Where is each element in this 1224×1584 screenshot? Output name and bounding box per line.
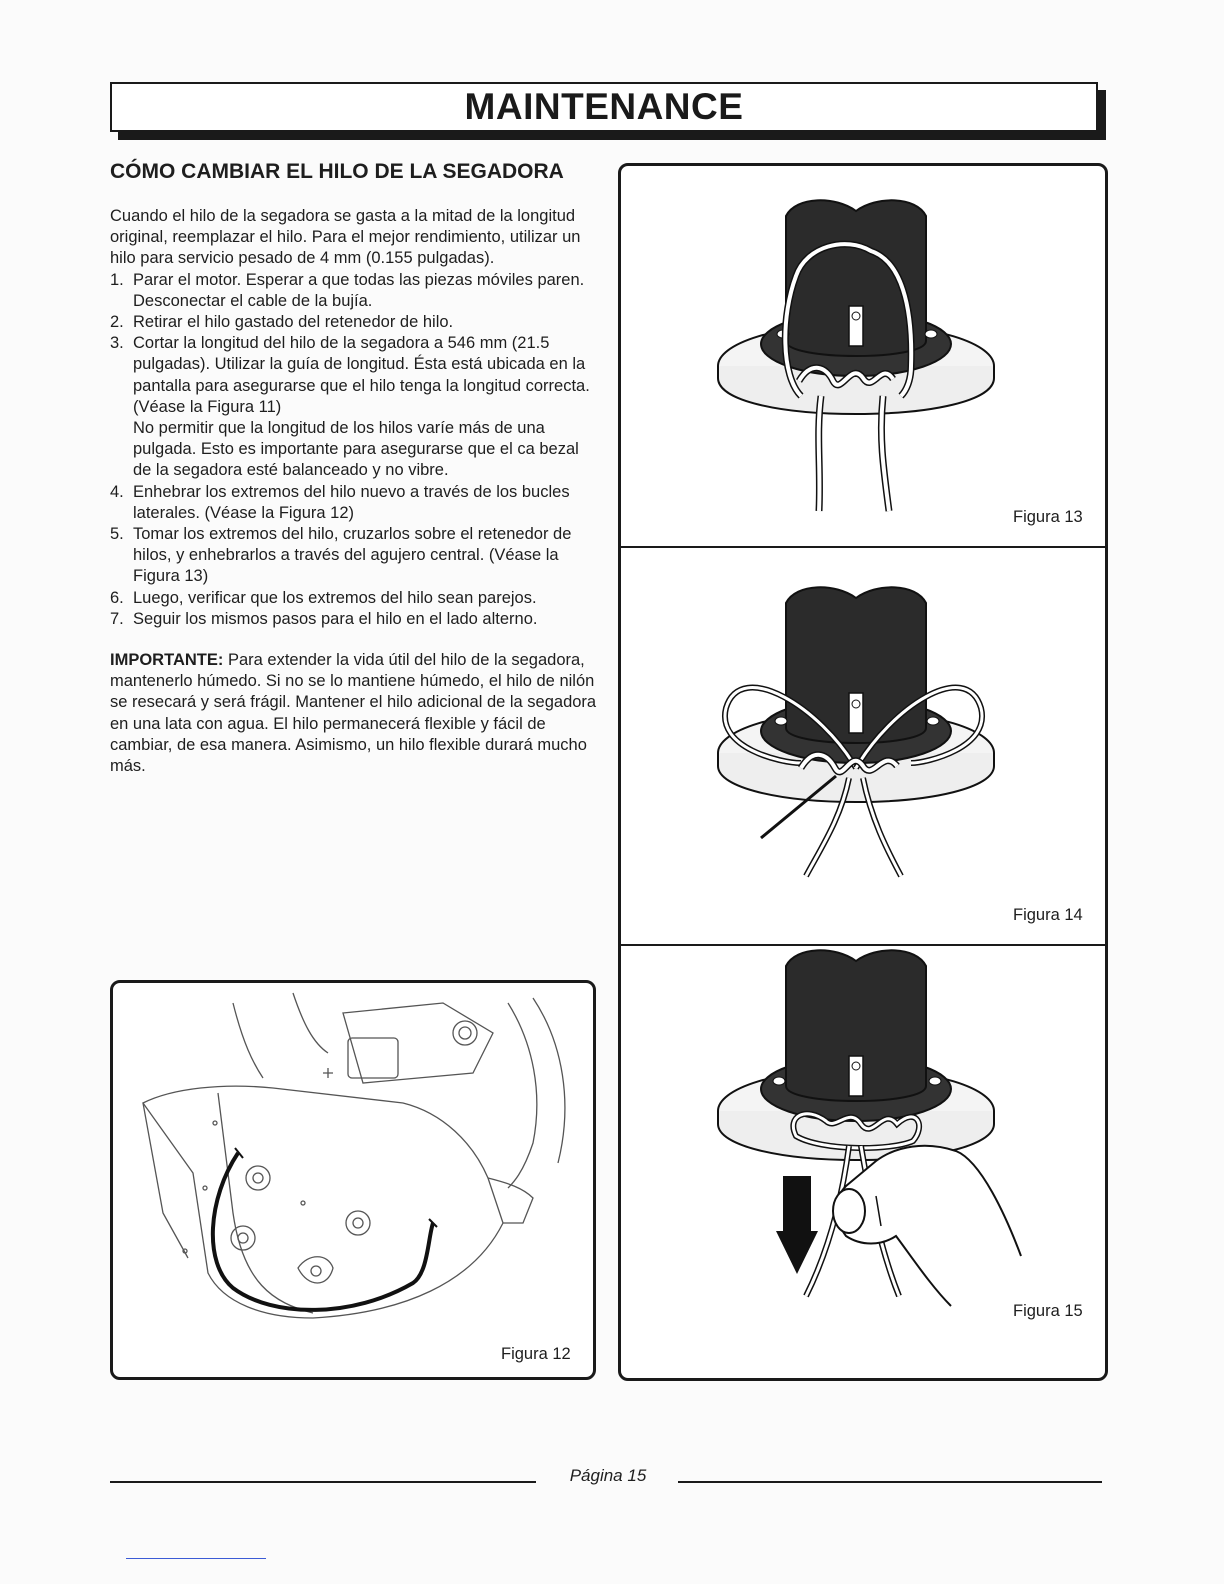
step-text: Luego, verificar que los extremos del hilo sean parejos. <box>133 588 537 607</box>
trimmer-head-crossed-line-illustration <box>621 548 1105 944</box>
figure-15-caption: Figura 15 <box>1013 1302 1083 1320</box>
instructions-column <box>110 206 600 777</box>
figure-15-panel <box>621 946 1105 1378</box>
underline-link-fragment <box>126 1558 266 1559</box>
steps-list <box>110 270 600 630</box>
step-text: Parar el motor. Esperar a que todas las piezas móviles paren. Desconectar el cable de la bujía. <box>133 270 585 310</box>
figure-13-panel <box>621 166 1105 548</box>
figure-14-caption: Figura 14 <box>1013 906 1083 924</box>
list-item <box>110 609 600 630</box>
step-number: 3. <box>110 334 124 353</box>
footer-rule-left <box>110 1481 536 1483</box>
page-number: Página 15 <box>569 1466 647 1485</box>
list-item <box>110 524 600 588</box>
step-3-main: Cortar la longitud del hilo de la segadora a 546 mm (21.5 pulgadas). Utilizar la guía de longitud. Ésta está ubicada en la pantalla para asegurarse que el hilo tenga la longitud correcta. (Véase la Figura 11) <box>133 334 590 416</box>
intro-paragraph: Cuando el hilo de la segadora se gasta a la mitad de la longitud original, reemplazar el hilo. Para el mejor rendimiento, utilizar un hilo para servicio pesado de 4 mm (0.155 pulgadas). <box>110 207 581 268</box>
step-text <box>133 333 600 481</box>
step-text: Seguir los mismos pasos para el hilo en el lado alterno. <box>133 609 538 628</box>
hand-icon <box>833 1146 1021 1306</box>
list-item <box>110 333 600 481</box>
important-text: Para extender la vida útil del hilo de la segadora, mantenerlo húmedo. Si no se lo mantiene húmedo, el hilo de nilón se resecará y será frágil. Mantener el hilo adicional de la segadora en una lata con agua. El hilo permanecerá flexible y fácil de cambiar, de esa manera. Asimismo, un hilo flexible durará mucho más. <box>110 651 597 776</box>
figure-12-caption: Figura 12 <box>501 1345 571 1363</box>
down-arrow-icon <box>776 1176 818 1274</box>
mower-deck-illustration <box>113 983 593 1377</box>
figure-13-caption: Figura 13 <box>1013 508 1083 526</box>
step-number: 6. <box>110 588 124 607</box>
list-item <box>110 312 600 333</box>
step-number: 4. <box>110 482 124 501</box>
footer-rule-right <box>678 1481 1102 1483</box>
trimmer-head-illustration <box>621 166 1105 546</box>
section-title: CÓMO CAMBIAR EL HILO DE LA SEGADORA <box>110 160 564 183</box>
step-number: 2. <box>110 313 124 332</box>
list-item <box>110 482 600 524</box>
step-text: Enhebrar los extremos del hilo nuevo a través de los bucles laterales. (Véase la Figura 12) <box>133 482 570 522</box>
page-title: MAINTENANCE <box>464 86 744 127</box>
step-text: Retirar el hilo gastado del retenedor de hilo. <box>133 313 454 332</box>
figures-column <box>618 163 1108 1381</box>
step-number: 1. <box>110 270 124 289</box>
maintenance-header <box>110 82 1098 132</box>
step-number: 5. <box>110 525 124 544</box>
list-item <box>110 588 600 609</box>
figure-12-box <box>110 980 596 1380</box>
step-text: Tomar los extremos del hilo, cruzarlos sobre el retenedor de hilos, y enhebrarlos a través del agujero central. (Véase la Figura 13) <box>133 525 572 586</box>
step-number: 7. <box>110 609 124 628</box>
step-3-note: No permitir que la longitud de los hilos varíe más de una pulgada. Esto es importante para asegurarse que el ca bezal de la segadora esté balanceado y no vibre. <box>133 419 579 480</box>
important-note <box>110 650 600 777</box>
list-item <box>110 270 600 312</box>
figure-14-panel <box>621 548 1105 946</box>
important-label: IMPORTANTE: <box>110 651 224 670</box>
